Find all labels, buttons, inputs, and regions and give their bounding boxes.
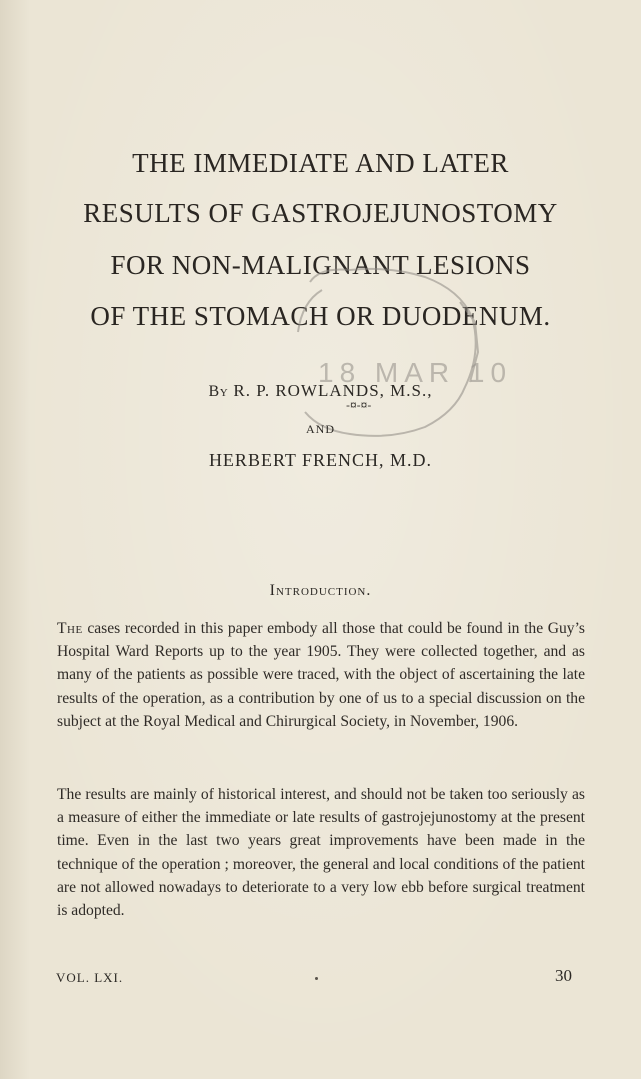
stamp-mark: -¤-¤-: [346, 398, 372, 412]
title-line-1: THE IMMEDIATE AND LATER: [132, 148, 509, 178]
stamp-date: 18 MAR 10: [318, 357, 513, 388]
title-line-3: FOR NON-MALIGNANT LESIONS: [110, 250, 531, 280]
paragraph-1-body: cases recorded in this paper embody all those that could be found in the Guy’s Hospital Ward Reports up to the year 1905. They were collected together, and as many of the patients as possible were traced, with the object of ascertaining the late results of the operation, as a contribution by one of us to a special discussion on the subject at the Royal Medical and Chirurgical Society, in November, 1906.: [57, 620, 585, 730]
paragraph-1-lead: The: [57, 620, 83, 637]
author-byline: [0, 381, 641, 401]
by-label: By: [208, 383, 229, 400]
section-heading: Introduction.: [269, 582, 372, 599]
author-2: HERBERT FRENCH, M.D.: [208, 450, 433, 470]
volume-label: VOL. LXI.: [56, 970, 124, 985]
title-line-4: OF THE STOMACH OR DUODENUM.: [90, 301, 551, 331]
paragraph-1: [57, 617, 585, 733]
and-separator: AND: [306, 422, 335, 436]
page-number: 30: [555, 966, 572, 985]
footer-dot: [315, 977, 318, 980]
author-1: R. P. ROWLANDS, M.S.,: [233, 381, 433, 400]
title-line-2: RESULTS OF GASTROJEJUNOSTOMY: [83, 198, 558, 228]
paragraph-2: The results are mainly of historical interest, and should not be taken too seriously as a measure of either the immediate or late results of gastrojejunostomy at the present time. Even in the last two years great improvements have been made in the technique of the operation ; moreover, the general and local conditions of the patient are not allowed nowadays to deteriorate to a very low ebb before surgical treatment is adopted.: [57, 786, 585, 920]
